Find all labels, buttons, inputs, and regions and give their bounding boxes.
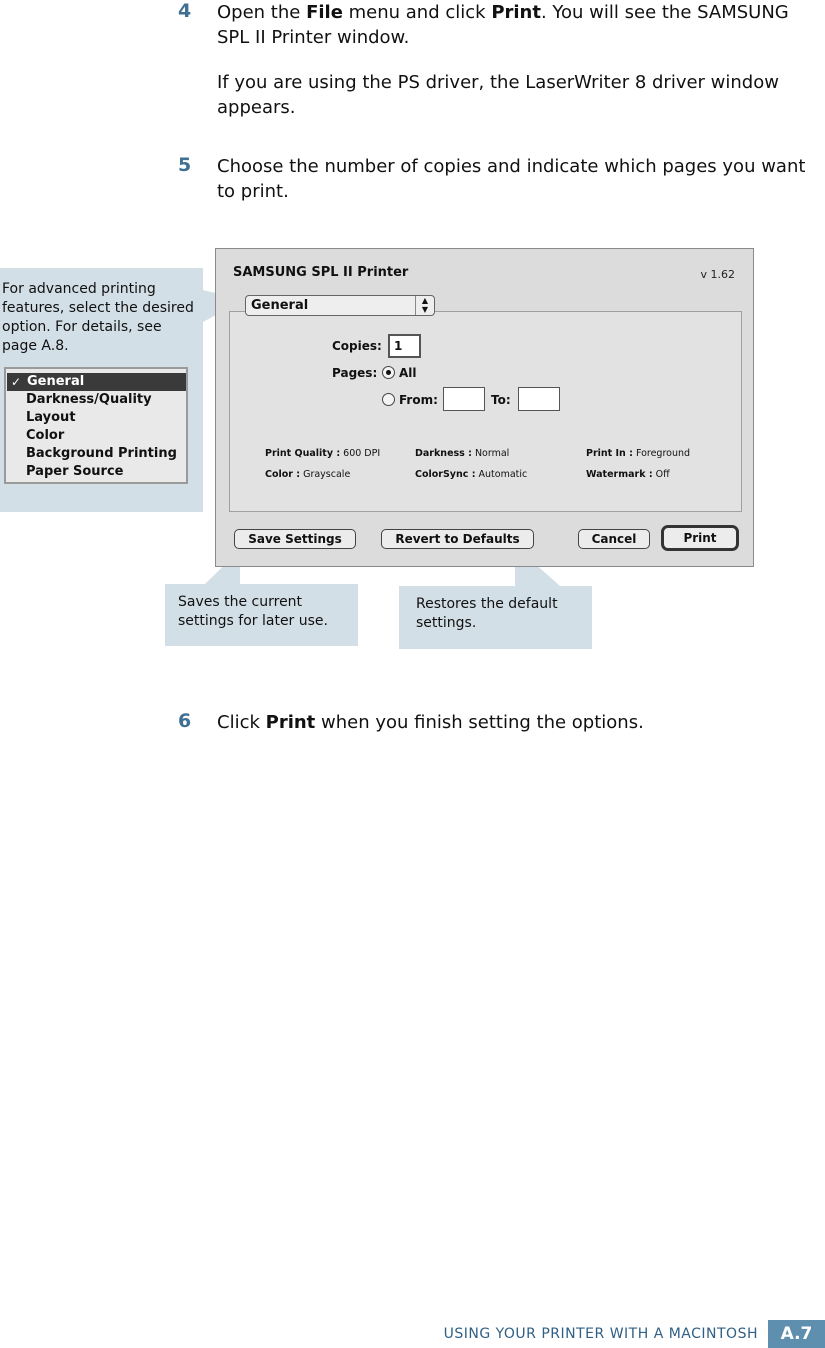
print-button[interactable]: Print [661,525,739,551]
summary-key: Print In : [586,448,633,459]
options-menu-list [4,367,188,484]
menu-item-label: Background Printing [26,446,177,461]
summary-key: Print Quality : [265,448,341,459]
summary-print-in [586,448,690,459]
step-bold-file: File [306,2,343,23]
summary-color [265,469,350,480]
callout-text: For advanced printing features, select the desired option. For details, see page A.8. [2,281,194,354]
revert-to-defaults-button[interactable]: Revert to Defaults [381,529,534,549]
summary-key: Color : [265,469,301,480]
summary-watermark [586,469,670,480]
step-note: If you are using the PS driver, the LaserWriter 8 driver window appears. [217,72,779,118]
dialog-version: v 1.62 [700,268,735,281]
summary-value: Grayscale [300,469,351,480]
menu-item-darkness-quality[interactable] [6,391,184,409]
menu-item-general[interactable] [7,373,186,391]
step-text: Choose the number of copies and indicate which pages you want to print. [217,156,806,202]
popup-value: General [251,298,309,313]
summary-value: Normal [471,448,510,459]
from-label: From: [399,393,438,407]
to-field[interactable] [518,387,560,411]
all-label: All [399,366,417,380]
checkmark-icon: ✓ [11,375,22,389]
page-footer [444,1320,825,1348]
pages-label: Pages: [332,366,378,380]
menu-item-label: Darkness/Quality [26,392,152,407]
summary-print-quality [265,448,380,459]
copies-label: Copies: [332,339,382,353]
step-bold-print: Print [491,2,541,23]
from-field[interactable] [443,387,485,411]
step-number: 5 [178,154,192,176]
callout-text: Restores the default settings. [416,596,558,631]
cancel-button[interactable]: Cancel [578,529,650,549]
radio-all[interactable] [382,366,395,379]
step-text-part: Open the [217,2,307,23]
callout-revert-defaults [399,586,592,649]
summary-value: Foreground [632,448,691,459]
summary-value: Off [652,469,670,480]
to-label: To: [491,393,511,407]
menu-item-label: Color [26,428,65,443]
menu-item-background-printing[interactable] [6,445,184,463]
summary-darkness [415,448,509,459]
summary-key: Darkness : [415,448,472,459]
printer-dialog [215,248,754,567]
step-text-part: . You will see the SAMSUNG SPL II Printer window. [217,2,789,48]
summary-value: 600 DPI [340,448,381,459]
callout-text: Saves the current settings for later use. [178,594,328,629]
summary-key: Watermark : [586,469,653,480]
updown-arrows-icon: ▲ ▼ [415,296,434,315]
step-bold-print: Print [265,712,316,733]
copies-field[interactable]: 1 [388,334,421,358]
step-number: 4 [178,0,192,22]
footer-title: USING YOUR PRINTER WITH A MACINTOSH [443,1326,758,1342]
summary-value: Automatic [475,469,528,480]
options-popup-menu[interactable] [245,295,435,316]
page-number: A.7 [768,1320,825,1348]
dialog-title: SAMSUNG SPL II Printer [233,265,409,280]
summary-colorsync [415,469,527,480]
callout-save-settings [165,584,358,646]
step-text [217,710,812,735]
step-text-part: menu and click [342,2,492,23]
summary-key: ColorSync : [415,469,476,480]
step-text-part: Click [217,712,266,733]
menu-item-label: General [27,374,85,389]
save-settings-button[interactable]: Save Settings [234,529,356,549]
step-text [217,0,812,50]
step-number: 6 [178,710,192,732]
menu-item-paper-source[interactable] [6,463,184,481]
radio-from[interactable] [382,393,395,406]
menu-item-label: Layout [26,410,76,425]
step-text-part: when you finish setting the options. [315,712,644,733]
options-panel [229,311,742,512]
menu-item-layout[interactable] [6,409,184,427]
menu-item-label: Paper Source [26,464,124,479]
menu-item-color[interactable] [6,427,184,445]
